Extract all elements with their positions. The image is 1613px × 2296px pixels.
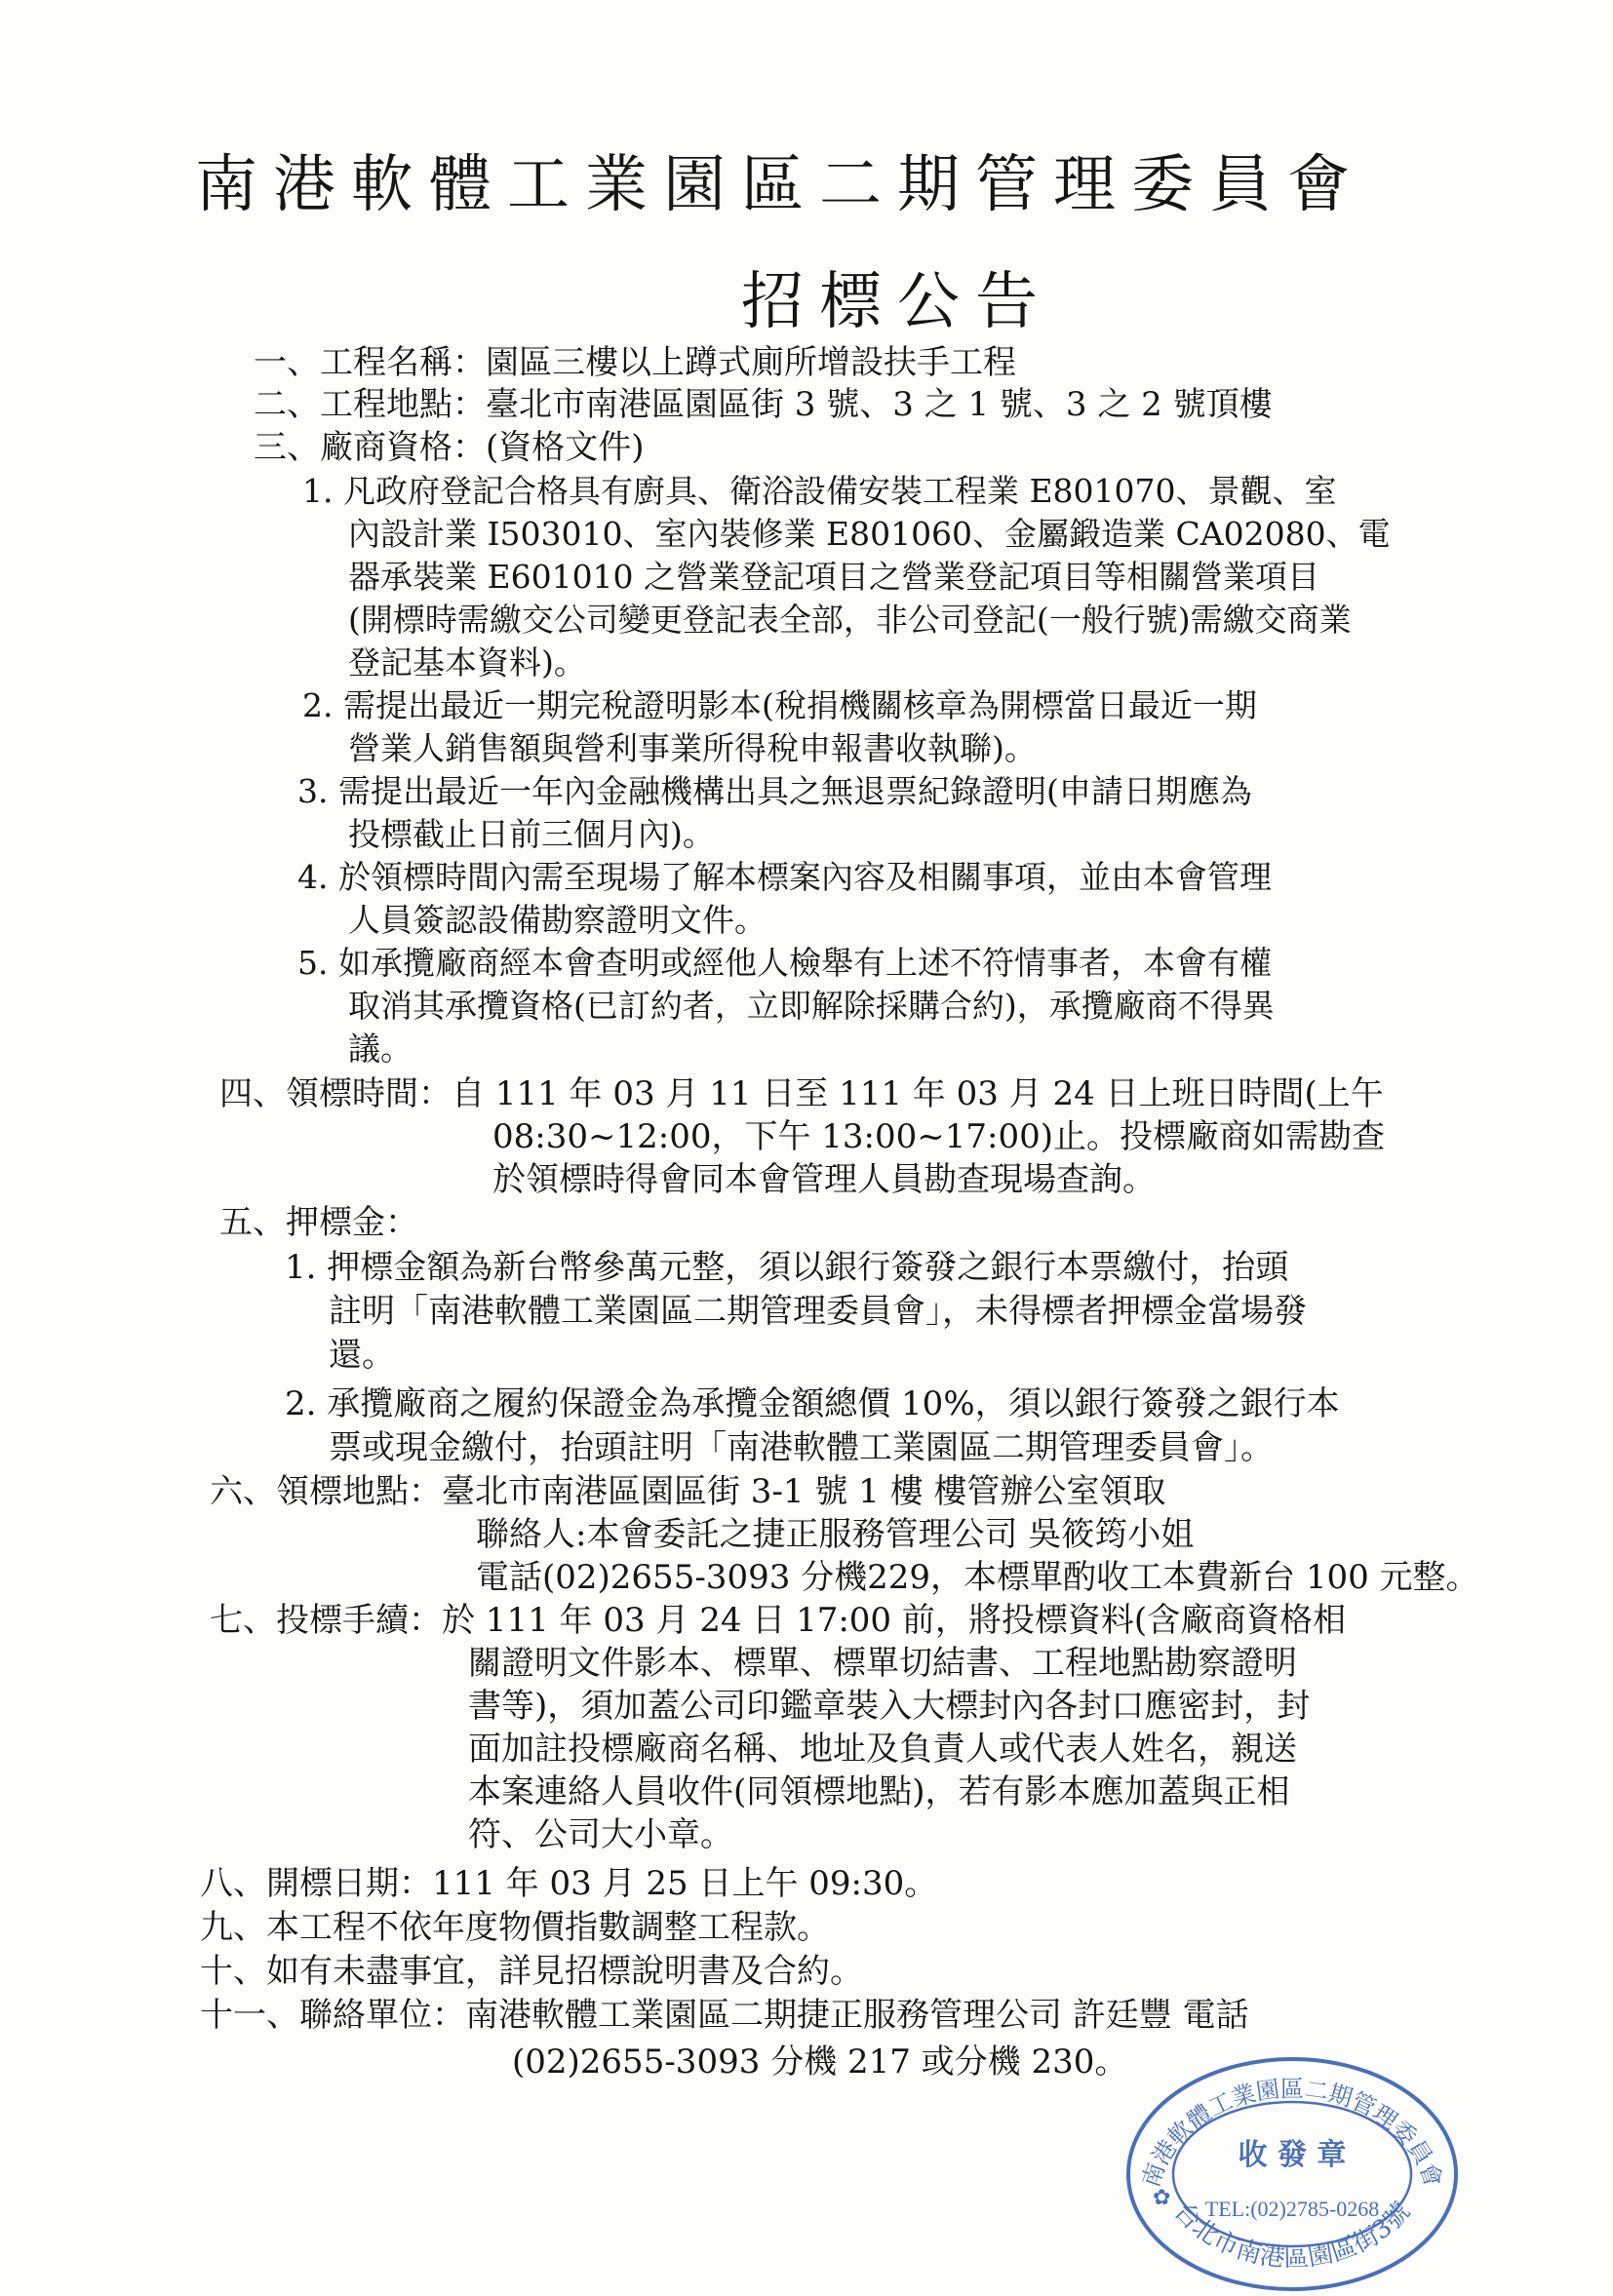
stamp-bottom-text: 台北市南港區園區街3號	[1167, 2197, 1417, 2274]
section-7-line-5: 本案連絡人員收件(同領標地點)，若有影本應加蓋與正相	[468, 1772, 1290, 1811]
section-3-item-1-line-2: 內設計業 I503010、室內裝修業 E801060、金屬鍛造業 CA02080、電	[348, 515, 1391, 553]
section-4-line-3: 於領標時得會同本會管理人員勘查現場查詢。	[492, 1160, 1156, 1199]
section-3-item-1-line-4: (開標時需繳交公司變更登記表全部，非公司登記(一般行號)需繳交商業	[348, 601, 1352, 639]
document-subtitle: 招標公告	[741, 266, 1053, 338]
document-title: 南港軟體工業園區二期管理委員會	[195, 149, 1365, 221]
section-3-item-5-line-3: 議。	[348, 1030, 413, 1068]
section-3-item-1-line-5: 登記基本資料)。	[348, 643, 586, 681]
section-4-line-1: 四、領標時間：自 111 年 03 月 11 日至 111 年 03 月 24 日上班日時間(上午	[219, 1074, 1384, 1113]
section-5-item-1-line-1: 1. 押標金額為新台幣參萬元整，須以銀行簽發之銀行本票繳付，抬頭	[285, 1248, 1289, 1287]
section-5-item-1-line-3: 還。	[329, 1336, 395, 1375]
section-5-item-2-line-1: 2. 承攬廠商之履約保證金為承攬金額總價 10%，須以銀行簽發之銀行本	[285, 1384, 1340, 1423]
stamp-outer-text: 南港軟體工業園區二期管理委員會	[1136, 2075, 1448, 2191]
section-3-item-4-line-1: 4. 於領標時間內需至現場了解本標案內容及相關事項，並由本會管理	[297, 858, 1272, 896]
section-7-line-2: 關證明文件影本、標單、標單切結書、工程地點勘察證明	[468, 1644, 1297, 1683]
section-8: 八、開標日期：111 年 03 月 25 日上午 09:30。	[200, 1864, 938, 1903]
section-11-line-1: 十一、聯絡單位：南港軟體工業園區二期捷正服務管理公司 許廷豐 電話	[200, 1996, 1249, 2035]
section-11-line-2: (02)2655-3093 分機 217 或分機 230。	[512, 2043, 1128, 2082]
section-6-line-2: 聯絡人:本會委託之捷正服務管理公司 吳筱筠小姐	[476, 1515, 1195, 1554]
section-2: 二、工程地點：臺北市南港區園區街 3 號、3 之 1 號、3 之 2 號頂樓	[254, 385, 1273, 424]
section-3-item-1-line-3: 器承裝業 E601010 之營業登記項目之營業登記項目等相關營業項目	[348, 558, 1320, 596]
section-1: 一、工程名稱：園區三樓以上蹲式廁所增設扶手工程	[254, 343, 1016, 382]
section-4-line-2: 08:30~12:00，下午 13:00~17:00)止。投標廠商如需勘查	[492, 1117, 1385, 1156]
section-3-item-2-line-1: 2. 需提出最近一期完稅證明影本(稅捐機關核章為開標當日最近一期	[302, 686, 1257, 724]
stamp-center-text: 收 發 章	[1238, 2138, 1347, 2172]
section-3: 三、廠商資格：(資格文件)	[254, 428, 645, 467]
stamp-tel-text: TEL:(02)2785-0268	[1204, 2197, 1380, 2221]
section-3-item-3-line-1: 3. 需提出最近一年內金融機構出具之無退票紀錄證明(申請日期應為	[297, 772, 1252, 810]
section-6-line-1: 六、領標地點：臺北市南港區園區街 3-1 號 1 樓 樓管辦公室領取	[210, 1472, 1166, 1511]
section-7-line-1: 七、投標手續：於 111 年 03 月 24 日 17:00 前，將投標資料(含廠商資格相	[210, 1601, 1347, 1640]
section-7-line-6: 符、公司大小章。	[468, 1815, 733, 1854]
section-7-line-3: 書等)，須加蓋公司印鑑章裝入大標封內各封口應密封，封	[468, 1687, 1311, 1726]
section-5-item-1-line-2: 註明「南港軟體工業園區二期管理委員會」，未得標者押標金當場發	[329, 1292, 1307, 1331]
section-3-item-5-line-1: 5. 如承攬廠商經本會查明或經他人檢舉有上述不符情事者，本會有權	[297, 944, 1272, 982]
stamp-flower-icon: ✿	[1153, 2186, 1171, 2210]
section-3-item-3-line-2: 投標截止日前三個月內)。	[348, 815, 715, 853]
section-5: 五、押標金：	[219, 1203, 418, 1242]
section-9: 九、本工程不依年度物價指數調整工程款。	[200, 1908, 830, 1947]
section-3-item-2-line-2: 營業人銷售額與營利事業所得稅申報書收執聯)。	[348, 729, 1037, 767]
section-3-item-1-line-1: 1. 凡政府登記合格具有廚具、衛浴設備安裝工程業 E801070、景觀、室	[302, 472, 1337, 510]
section-10: 十、如有未盡事宜，詳見招標說明書及合約。	[200, 1952, 863, 1991]
receiving-stamp	[1121, 2033, 1463, 2296]
section-3-item-4-line-2: 人員簽認設備勘察證明文件。	[348, 901, 767, 939]
section-3-item-5-line-2: 取消其承攬資格(已訂約者，立即解除採購合約)，承攬廠商不得異	[348, 987, 1275, 1025]
section-5-item-2-line-2: 票或現金繳付，抬頭註明「南港軟體工業園區二期管理委員會」。	[329, 1428, 1274, 1467]
section-7-line-4: 面加註投標廠商名稱、地址及負責人或代表人姓名，親送	[468, 1730, 1297, 1769]
section-6-line-3: 電話(02)2655-3093 分機229，本標單酌收工本費新台 100 元整。	[476, 1558, 1479, 1597]
